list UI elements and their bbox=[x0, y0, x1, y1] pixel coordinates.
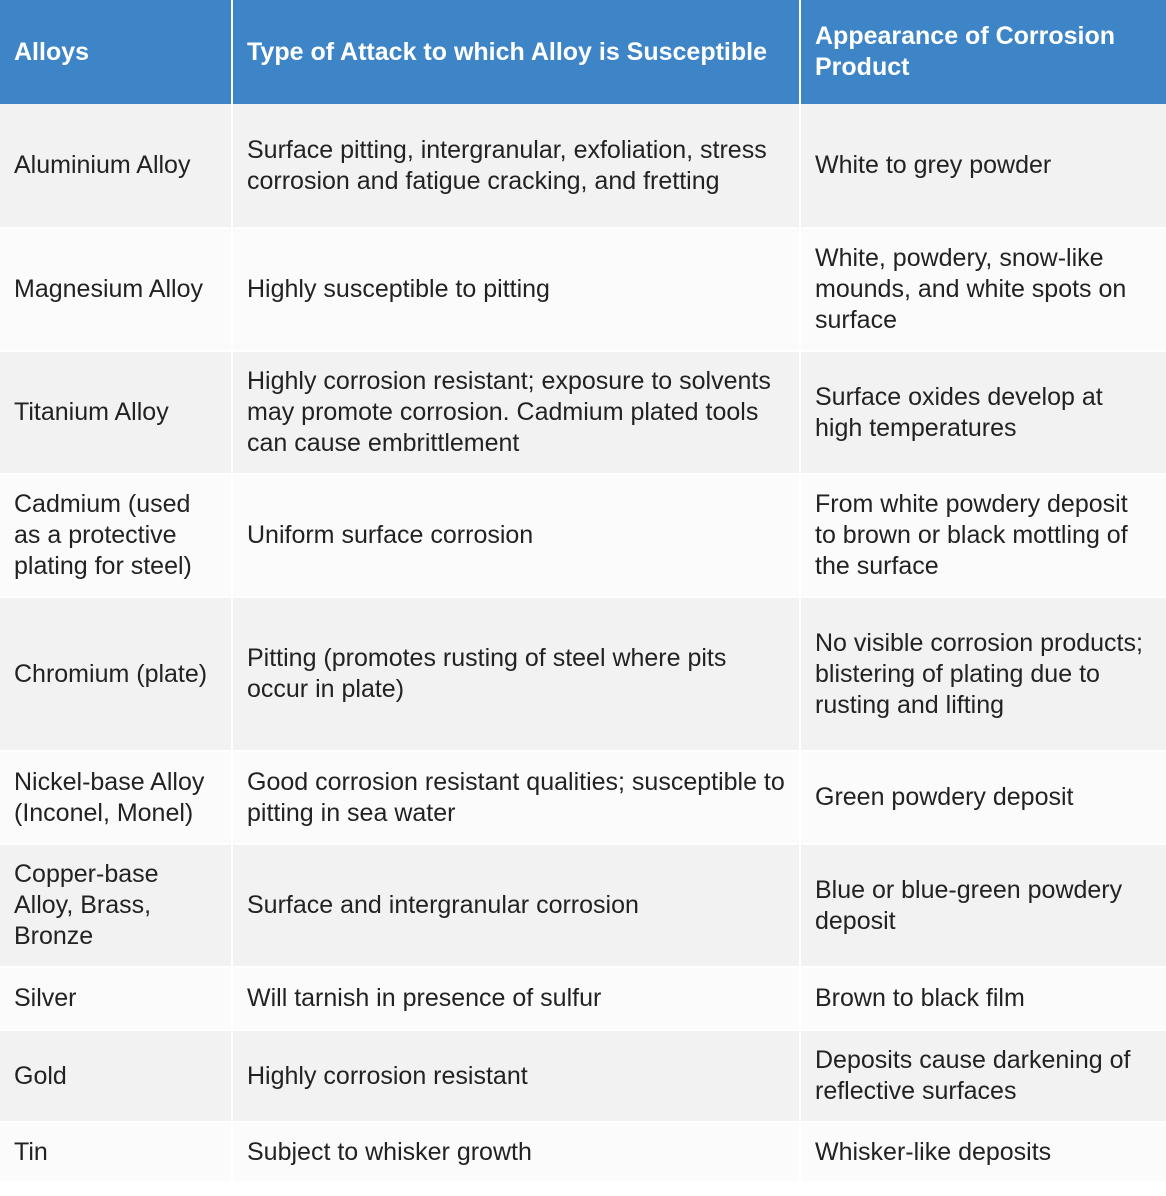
appearance-cell: No visible corrosion products; blistering of plating due to rusting and lifting bbox=[800, 597, 1166, 751]
alloy-cell: Copper-base Alloy, Brass, Bronze bbox=[0, 844, 232, 967]
alloy-cell: Silver bbox=[0, 967, 232, 1030]
appearance-cell: Surface oxides develop at high temperatures bbox=[800, 351, 1166, 474]
table-row bbox=[0, 597, 1166, 751]
attack-cell: Will tarnish in presence of sulfur bbox=[232, 967, 800, 1030]
attack-cell: Uniform surface corrosion bbox=[232, 474, 800, 597]
table-row bbox=[0, 1122, 1166, 1182]
table-row bbox=[0, 351, 1166, 474]
header-alloys: Alloys bbox=[0, 0, 232, 104]
header-row bbox=[0, 0, 1166, 104]
alloy-cell: Cadmium (used as a protective plating for steel) bbox=[0, 474, 232, 597]
table-row bbox=[0, 104, 1166, 228]
attack-cell: Subject to whisker growth bbox=[232, 1122, 800, 1182]
attack-cell: Surface and intergranular corrosion bbox=[232, 844, 800, 967]
appearance-cell: Blue or blue-green powdery deposit bbox=[800, 844, 1166, 967]
table-row bbox=[0, 844, 1166, 967]
appearance-cell: Brown to black film bbox=[800, 967, 1166, 1030]
appearance-cell: From white powdery deposit to brown or black mottling of the surface bbox=[800, 474, 1166, 597]
appearance-cell: White to grey powder bbox=[800, 104, 1166, 228]
appearance-cell: White, powdery, snow-like mounds, and white spots on surface bbox=[800, 228, 1166, 351]
header-attack-type: Type of Attack to which Alloy is Susceptible bbox=[232, 0, 800, 104]
attack-cell: Good corrosion resistant qualities; susceptible to pitting in sea water bbox=[232, 751, 800, 844]
alloy-cell: Magnesium Alloy bbox=[0, 228, 232, 351]
appearance-cell: Green powdery deposit bbox=[800, 751, 1166, 844]
table-row bbox=[0, 751, 1166, 844]
table-row bbox=[0, 1030, 1166, 1122]
table-row bbox=[0, 474, 1166, 597]
attack-cell: Highly corrosion resistant bbox=[232, 1030, 800, 1122]
appearance-cell: Whisker-like deposits bbox=[800, 1122, 1166, 1182]
table-header bbox=[0, 0, 1166, 104]
attack-cell: Pitting (promotes rusting of steel where pits occur in plate) bbox=[232, 597, 800, 751]
alloy-cell: Chromium (plate) bbox=[0, 597, 232, 751]
table-body bbox=[0, 104, 1166, 1182]
attack-cell: Highly susceptible to pitting bbox=[232, 228, 800, 351]
attack-cell: Surface pitting, intergranular, exfoliation, stress corrosion and fatigue cracking, and fretting bbox=[232, 104, 800, 228]
alloy-cell: Gold bbox=[0, 1030, 232, 1122]
table-row bbox=[0, 967, 1166, 1030]
table-row bbox=[0, 228, 1166, 351]
attack-cell: Highly corrosion resistant; exposure to solvents may promote corrosion. Cadmium plated tools can cause embrittlement bbox=[232, 351, 800, 474]
alloy-cell: Titanium Alloy bbox=[0, 351, 232, 474]
alloy-cell: Aluminium Alloy bbox=[0, 104, 232, 228]
appearance-cell: Deposits cause darkening of reflective surfaces bbox=[800, 1030, 1166, 1122]
alloy-cell: Tin bbox=[0, 1122, 232, 1182]
alloy-cell: Nickel-base Alloy (Inconel, Monel) bbox=[0, 751, 232, 844]
header-corrosion-appearance: Appearance of Corrosion Product bbox=[800, 0, 1166, 104]
